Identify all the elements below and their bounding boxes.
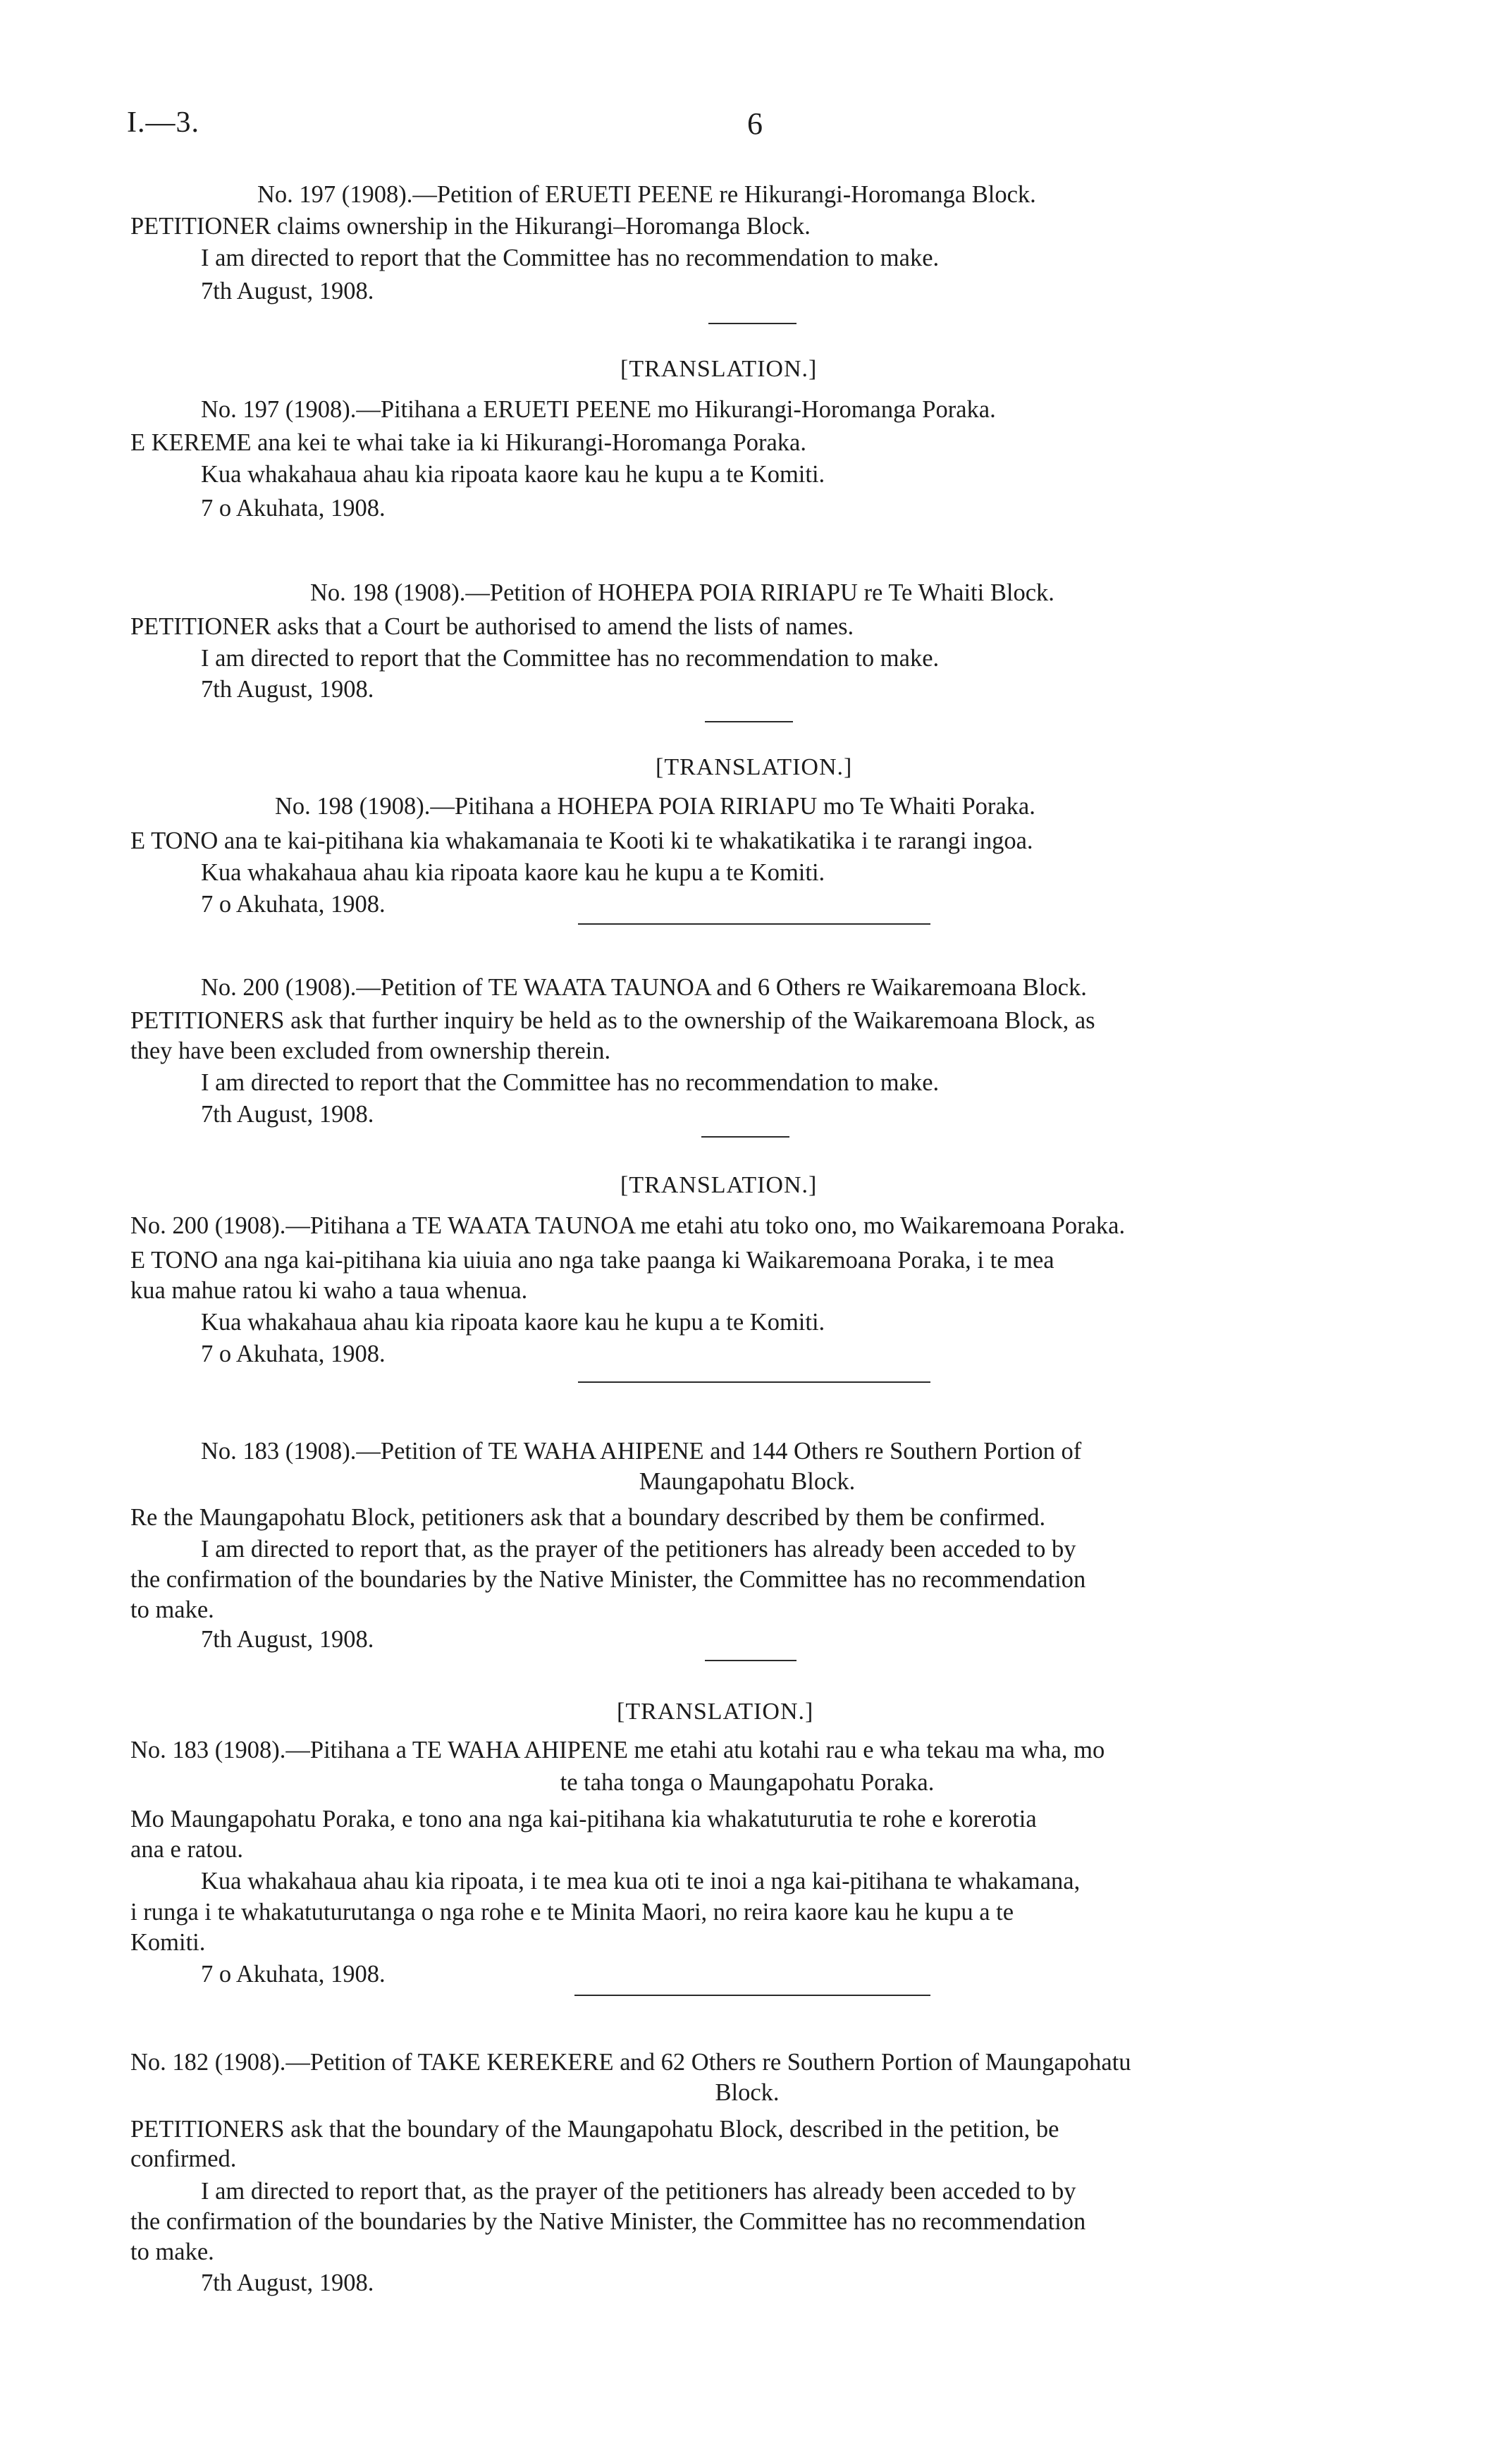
petition-title: No. 197 (1908).—Pitihana a ERUETI PEENE mo Hikurangi-Horomanga Poraka. bbox=[201, 396, 996, 423]
petition-body: PETITIONER claims ownership in the Hikurangi–Horomanga Block. bbox=[130, 213, 811, 240]
report-text: Komiti. bbox=[130, 1929, 206, 1956]
divider bbox=[578, 923, 930, 925]
report-text: i runga i te whakatuturutanga o nga rohe e te Minita Maori, no reira kaore kau he kupu a te bbox=[130, 1899, 1014, 1926]
report-date: 7 o Akuhata, 1908. bbox=[201, 891, 386, 918]
divider bbox=[578, 1381, 930, 1383]
report-text: to make. bbox=[130, 1596, 214, 1623]
report-date: 7th August, 1908. bbox=[201, 2269, 374, 2296]
report-date: 7th August, 1908. bbox=[201, 278, 374, 304]
page-number: 6 bbox=[747, 106, 763, 141]
report-text: Kua whakahaua ahau kia ripoata kaore kau he kupu a te Komiti. bbox=[201, 1309, 825, 1336]
petition-title-continued: Block. bbox=[715, 2079, 780, 2106]
report-date: 7 o Akuhata, 1908. bbox=[201, 1961, 386, 1988]
divider bbox=[708, 323, 796, 324]
petition-title: No. 197 (1908).—Petition of ERUETI PEENE re Hikurangi-Horomanga Block. bbox=[257, 181, 1036, 208]
petition-body: E TONO ana te kai-pitihana kia whakamanaia te Kooti ki te whakatikatika i te rarangi ingoa. bbox=[130, 827, 1033, 854]
report-text: the confirmation of the boundaries by the Native Minister, the Committee has no recommendation bbox=[130, 1566, 1086, 1593]
petition-title: No. 200 (1908).—Pitihana a TE WAATA TAUNOA me etahi atu toko ono, mo Waikaremoana Poraka. bbox=[130, 1212, 1126, 1239]
petition-body: kua mahue ratou ki waho a taua whenua. bbox=[130, 1277, 528, 1304]
report-text: Kua whakahaua ahau kia ripoata kaore kau he kupu a te Komiti. bbox=[201, 859, 825, 886]
petition-title: No. 183 (1908).—Petition of TE WAHA AHIPENE and 144 Others re Southern Portion of bbox=[201, 1438, 1082, 1465]
translation-heading: [TRANSLATION.] bbox=[620, 356, 818, 382]
divider bbox=[705, 1660, 796, 1661]
petition-body: PETITIONERS ask that further inquiry be held as to the ownership of the Waikaremoana Block, as bbox=[130, 1007, 1095, 1034]
document-reference: I.—3. bbox=[127, 106, 199, 139]
report-text: I am directed to report that, as the prayer of the petitioners has already been acceded to by bbox=[201, 1536, 1076, 1563]
translation-heading: [TRANSLATION.] bbox=[617, 1699, 814, 1725]
petition-title: No. 183 (1908).—Pitihana a TE WAHA AHIPENE me etahi atu kotahi rau e wha tekau ma wha, mo bbox=[130, 1737, 1105, 1763]
divider bbox=[574, 1995, 930, 1996]
translation-heading: [TRANSLATION.] bbox=[656, 754, 853, 780]
petition-body: confirmed. bbox=[130, 2145, 237, 2172]
report-text: I am directed to report that the Committee has no recommendation to make. bbox=[201, 245, 940, 271]
petition-title: No. 182 (1908).—Petition of TAKE KEREKERE and 62 Others re Southern Portion of Maungapohatu bbox=[130, 2049, 1131, 2076]
report-date: 7th August, 1908. bbox=[201, 1626, 374, 1653]
petition-body: Re the Maungapohatu Block, petitioners ask that a boundary described by them be confirmed. bbox=[130, 1504, 1046, 1531]
report-text: to make. bbox=[130, 2238, 214, 2265]
report-text: the confirmation of the boundaries by the Native Minister, the Committee has no recommendation bbox=[130, 2208, 1086, 2235]
petition-title: No. 200 (1908).—Petition of TE WAATA TAUNOA and 6 Others re Waikaremoana Block. bbox=[201, 974, 1087, 1001]
report-date: 7 o Akuhata, 1908. bbox=[201, 1341, 386, 1367]
report-date: 7th August, 1908. bbox=[201, 676, 374, 703]
petition-body: they have been excluded from ownership therein. bbox=[130, 1037, 611, 1064]
divider bbox=[705, 721, 793, 722]
report-text: Kua whakahaua ahau kia ripoata, i te mea kua oti te inoi a nga kai-pitihana te whakamana, bbox=[201, 1868, 1081, 1895]
petition-title: No. 198 (1908).—Petition of HOHEPA POIA RIRIAPU re Te Whaiti Block. bbox=[310, 579, 1054, 606]
petition-body: ana e ratou. bbox=[130, 1836, 243, 1863]
report-text: I am directed to report that the Committee has no recommendation to make. bbox=[201, 1069, 940, 1096]
report-date: 7th August, 1908. bbox=[201, 1101, 374, 1128]
report-text: Kua whakahaua ahau kia ripoata kaore kau he kupu a te Komiti. bbox=[201, 461, 825, 488]
petition-body: PETITIONERS ask that the boundary of the Maungapohatu Block, described in the petition, be bbox=[130, 2116, 1059, 2143]
petition-body: E TONO ana nga kai-pitihana kia uiuia ano nga take paanga ki Waikaremoana Poraka, i te mea bbox=[130, 1247, 1054, 1274]
petition-body: PETITIONER asks that a Court be authorised to amend the lists of names. bbox=[130, 613, 854, 640]
petition-body: E KEREME ana kei te whai take ia ki Hikurangi-Horomanga Poraka. bbox=[130, 429, 806, 456]
divider bbox=[701, 1136, 789, 1138]
report-text: I am directed to report that the Committee has no recommendation to make. bbox=[201, 645, 940, 672]
petition-body: Mo Maungapohatu Poraka, e tono ana nga kai-pitihana kia whakatuturutia te rohe e korerotia bbox=[130, 1806, 1037, 1832]
petition-title-continued: te taha tonga o Maungapohatu Poraka. bbox=[560, 1769, 935, 1796]
petition-title: No. 198 (1908).—Pitihana a HOHEPA POIA RIRIAPU mo Te Whaiti Poraka. bbox=[275, 793, 1035, 820]
report-date: 7 o Akuhata, 1908. bbox=[201, 495, 386, 522]
petition-title-continued: Maungapohatu Block. bbox=[639, 1468, 856, 1495]
report-text: I am directed to report that, as the prayer of the petitioners has already been acceded to by bbox=[201, 2178, 1076, 2205]
translation-heading: [TRANSLATION.] bbox=[620, 1172, 818, 1198]
